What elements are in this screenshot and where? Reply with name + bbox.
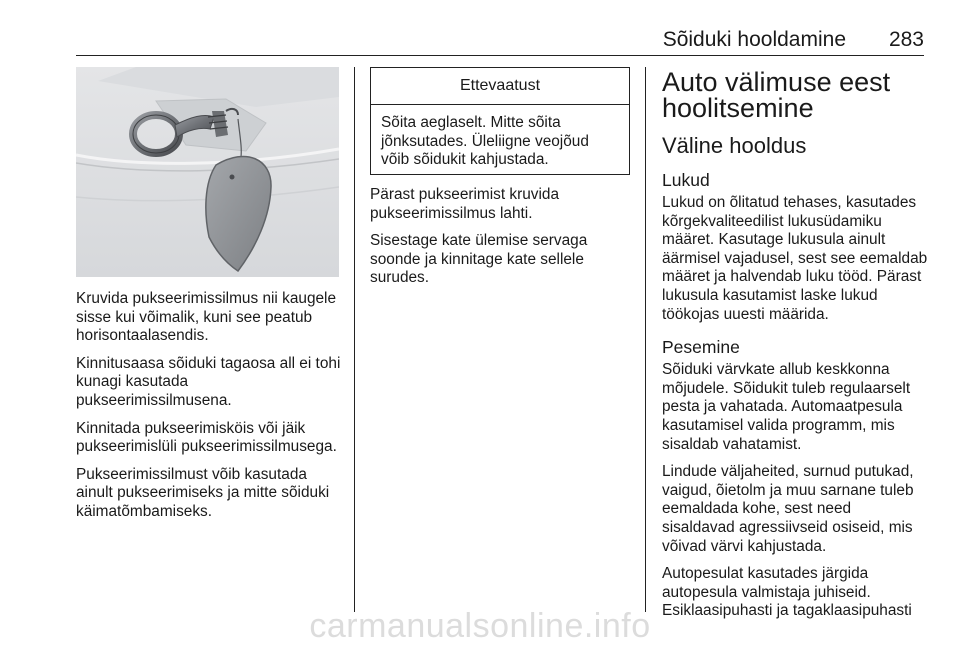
paragraph: Pärast pukseerimist kruvida pukseerimissilmus lahti. <box>370 186 560 222</box>
header-title: Sõiduki hooldamine <box>662 28 846 51</box>
tow-eye-illustration <box>76 67 339 277</box>
heading-locks: Lukud <box>662 170 710 190</box>
paragraph: Lindude väljaheited, surnud putukad, vaigud, õietolm ja muu sarnane tuleb eemaldada kohe, sest need sisaldavad agressiivseid osiseid, mis võivad värvi kahjustada. <box>662 463 914 555</box>
section-title: Auto välimuse eest hoolitsemine <box>662 67 891 123</box>
paragraph: Lukud on õlitatud tehases, kasutades kõrgekvaliteedilist lukusüdamiku määret. Kasutage lukusula ainult äärmisel vajadusel, sest see eemaldab määret ja halvendab luku tööd. Pärast lukusula kasutamist laske lukud töökojas uuesti määrida. <box>662 194 928 323</box>
paragraph: Kruvida pukseerimissilmus nii kaugele sisse kui võimalik, kuni see peatub horisontaalasendis. <box>76 290 337 345</box>
watermark: carmanualsonline.info <box>309 606 651 645</box>
column-right-text <box>662 69 928 630</box>
paragraph: Sõiduki värvkate allub keskkonna mõjudele. Sõidukit tuleb regulaarselt pesta ja vahatada. Automaatpesula kasutamisel valida programm, mis sisaldab vahatamist. <box>662 361 911 453</box>
subsection-title: Väline hooldus <box>662 133 807 158</box>
paragraph: Kinnitusaasa sõiduki tagaosa all ei tohi kunagi kasutada pukseerimissilmusena. <box>76 354 341 409</box>
paragraph: Sisestage kate ülemise servaga soonde ja kinnitage kate sellele surudes. <box>370 232 588 287</box>
heading-washing: Pesemine <box>662 337 740 358</box>
paragraph: Pukseerimissilmust võib kasutada ainult pukseerimiseks ja mitte sõiduki käimatõmbamiseks. <box>76 465 330 520</box>
caution-box <box>370 67 630 175</box>
column-divider-left <box>354 67 355 612</box>
paragraph: Kinnitada pukseerimisköis või jäik pukseerimislüli pukseerimissilmusega. <box>76 419 337 456</box>
column-left-text <box>76 290 341 531</box>
header-rule <box>76 55 924 56</box>
column-middle-text <box>370 186 632 297</box>
paragraph: Autopesulat kasutades järgida autopesula valmistaja juhiseid. Esiklaasipuhasti ja tagaklaasipuhasti <box>662 565 912 620</box>
page-header <box>76 26 924 56</box>
caution-title: Ettevaatust <box>371 68 629 105</box>
caution-text: Sõita aeglaselt. Mitte sõita jõnksutades. Üleliigne veojõud võib sõidukit kahjustada. <box>381 114 589 169</box>
page-number: 283 <box>888 28 924 51</box>
column-divider-right <box>645 67 646 612</box>
